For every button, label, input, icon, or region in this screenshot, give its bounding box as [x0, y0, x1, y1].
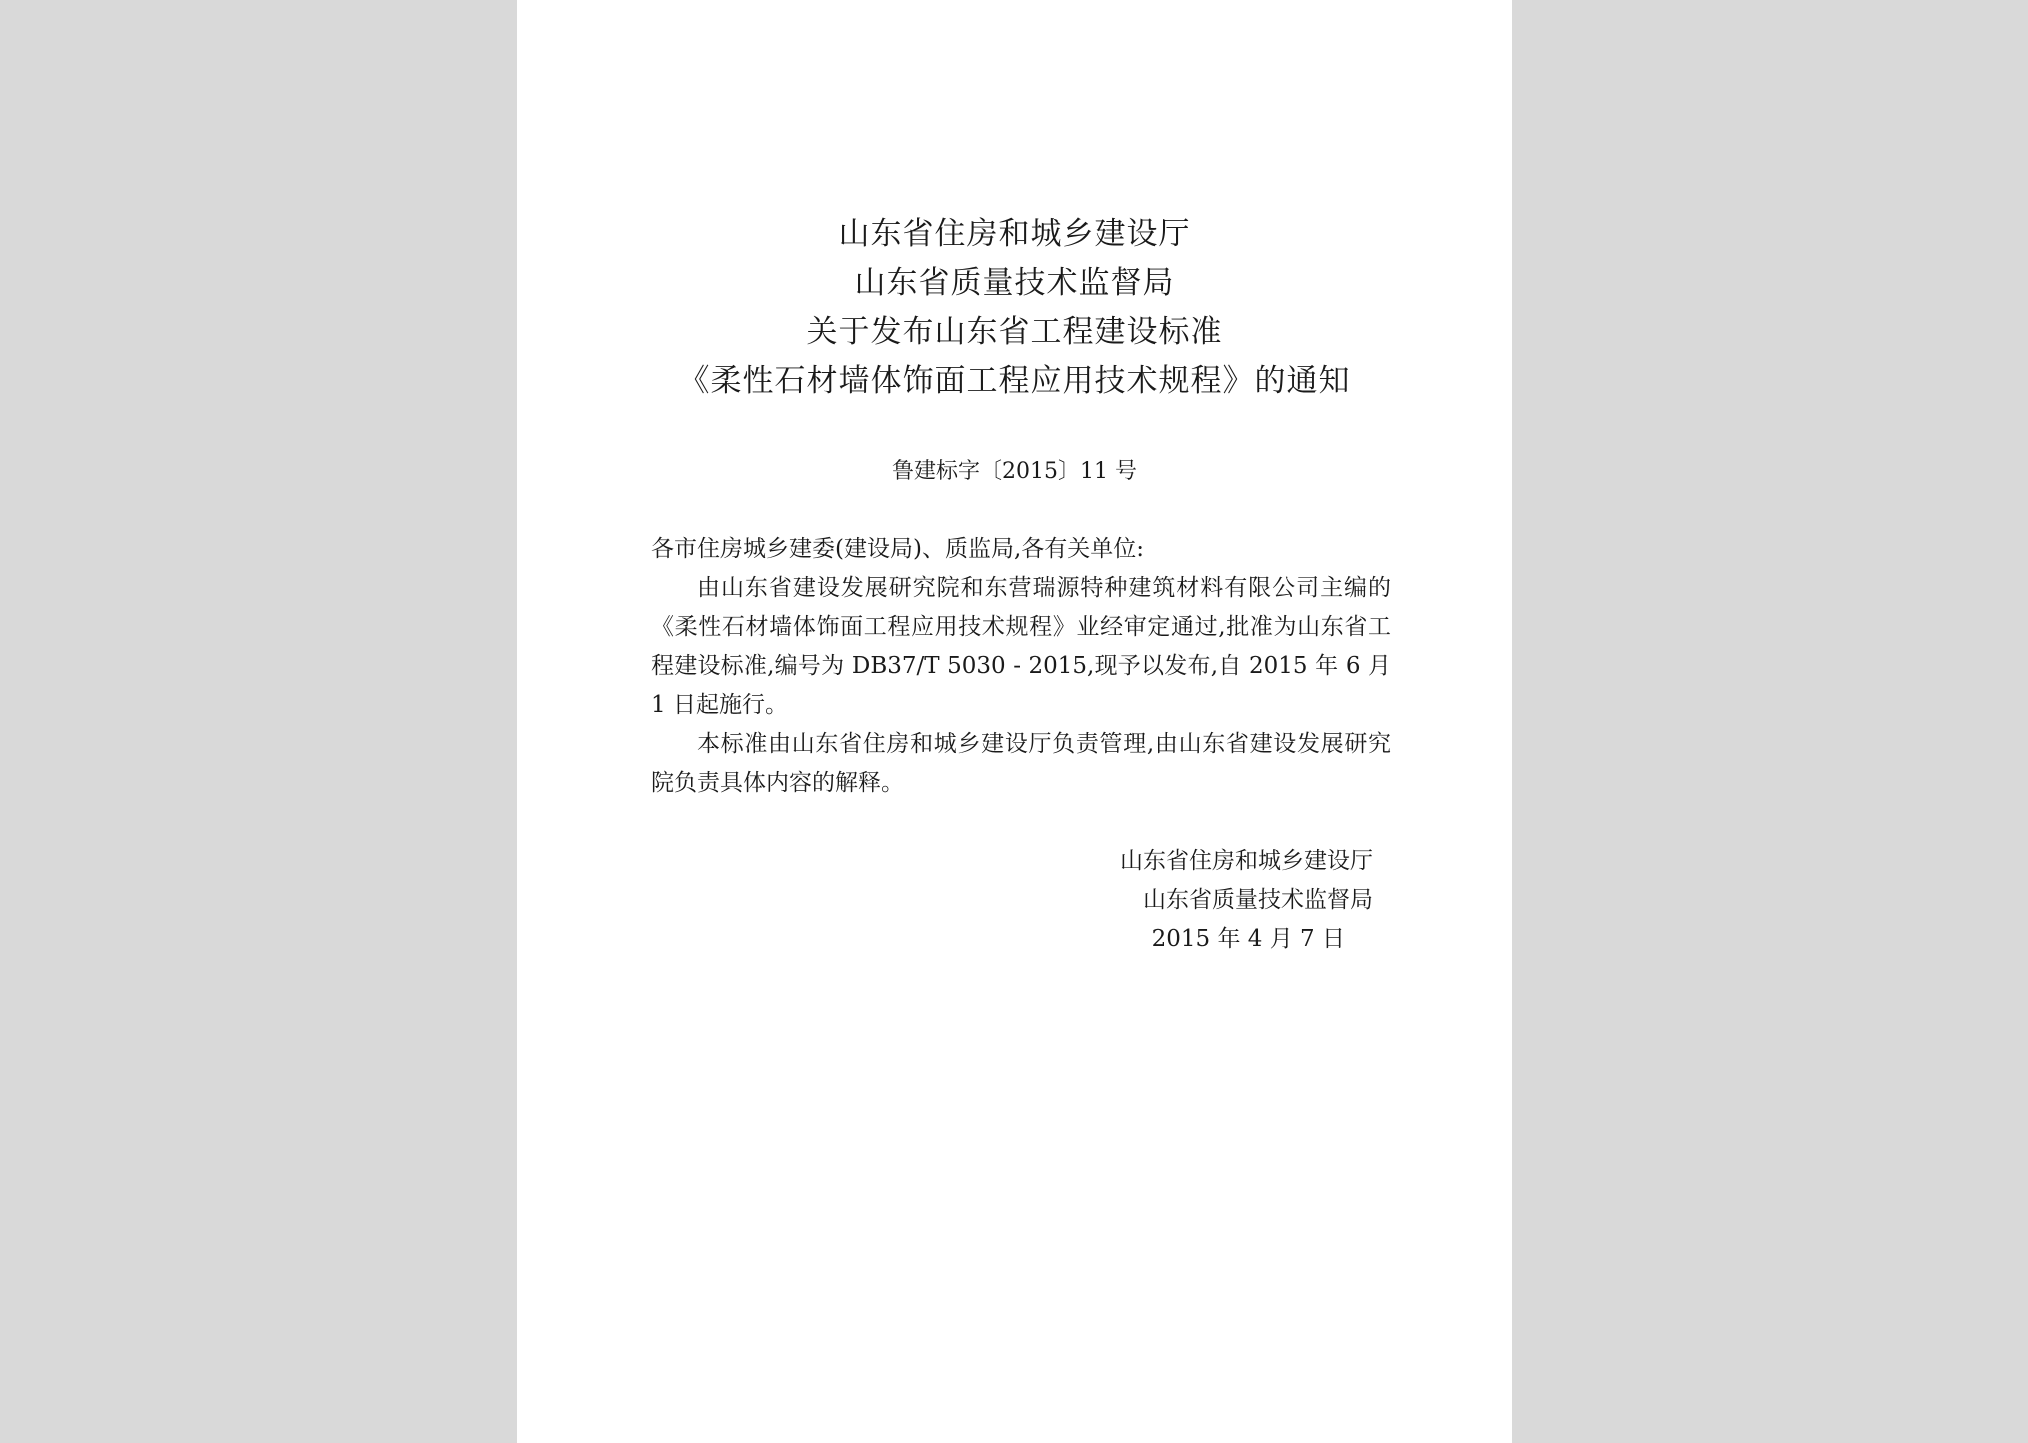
signature-date: 2015 年 4 月 7 日 [1151, 926, 1345, 952]
document-number: 鲁建标字〔2015〕11 号 [892, 459, 1137, 484]
title-line-subject: 关于发布山东省工程建设标准 [806, 314, 1223, 350]
title-line-issuer-1: 山东省住房和城乡建设厅 [838, 216, 1191, 252]
signature-block [1120, 842, 1373, 959]
document-body [651, 530, 1391, 803]
body-paragraph: 本标准由山东省住房和城乡建设厅负责管理,由山东省建设发展研究院负责具体内容的解释。 [651, 731, 1391, 796]
title-line-standard-name: 《柔性石材墙体饰面工程应用技术规程》的通知 [678, 363, 1351, 399]
title-line-issuer-2: 山东省质量技术监督局 [854, 265, 1175, 301]
salutation: 各市住房城乡建委(建设局)、质监局,各有关单位: [651, 536, 1145, 562]
document-title [517, 210, 1512, 406]
signature-issuer-2: 山东省质量技术监督局 [1143, 887, 1373, 913]
body-paragraph: 由山东省建设发展研究院和东营瑞源特种建筑材料有限公司主编的《柔性石材墙体饰面工程应用技术规程》业经审定通过,批准为山东省工程建设标准,编号为 DB37/T 5030 - 2015,现予以发布,自 2015 年 6 月 1 日起施行。 [651, 575, 1391, 718]
document-page [517, 0, 1512, 1443]
signature-issuer-1: 山东省住房和城乡建设厅 [1120, 848, 1373, 874]
